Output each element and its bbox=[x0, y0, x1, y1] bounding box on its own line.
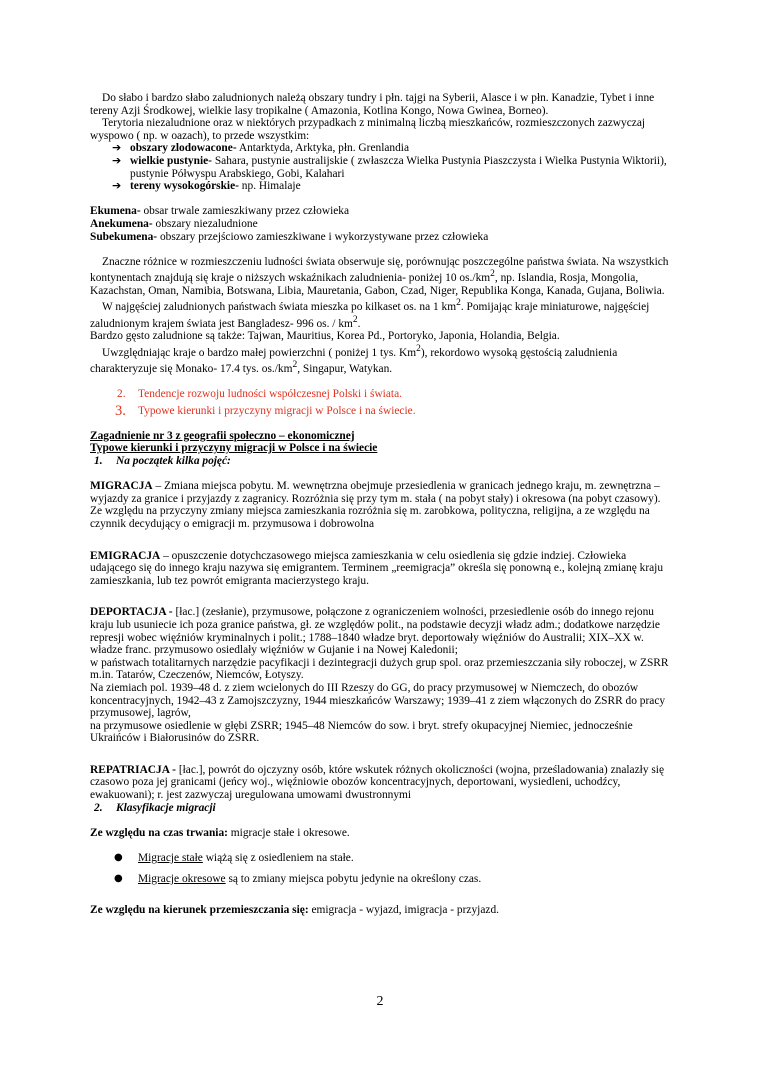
list-item: ● Migracje okresowe są to zmiany miejsca pobytu jedynie na określony czas. bbox=[114, 872, 482, 885]
list-item: 3. Typowe kierunki i przyczyny migracji w Polsce i na świecie. bbox=[115, 402, 416, 419]
density-paragraph-4: Uwzględniając kraje o bardzo małej powierzchni ( poniżej 1 tys. Km$^2$), rekordowo wysoką gęstością zaludnienia charakteryzuje się Monako- 17.4 tys. $os./km^2$, Singapur, Watykan. bbox=[90, 343, 618, 375]
intro-paragraph-2: Terytoria niezaludnione oraz w niektórych przypadkach z minimalną liczbą mieszkańców, rozmieszczonych zazwyczaj wyspowo ( np. w oazach), to przede wszystkim: bbox=[90, 117, 646, 142]
intro-paragraph-1: Do słabo i bardzo słabo zaludnionych należą obszary tundry i płn. tajgi na Syberii, Alasce i w płn. Kanadzie, Tybet i inne tereny Azji Środkowej, wielkie lasy tropikalne ( Amazonia, Kotlina Kongo, Nowa Gwinea, Borneo). bbox=[90, 92, 655, 117]
list-item: ➔ wielkie pustynie- Sahara, pustynie australijskie ( zwłaszcza Wielka Pustynia Piaszczysta i Wielka Pustynia Wiktorii), pustynie Półwyspu Arabskiego, Gobi, Kalahari bbox=[112, 153, 667, 180]
list-item: 2. Tendencje rozwoju ludności współczesnej Polski i świata. bbox=[117, 388, 402, 401]
deportacja-line-3: Na ziemiach pol. 1939–48 d. z ziem wcielonych do III Rzeszy do GG, do pracy przymusowej w Niemczech, do obozów koncentracyjnych, 1942–43 z Zamojszczyzny, 1944 mieszkańców Warszawy; 1939–41 z ziem włączonych do ZSRR do pracy przymusowej, lagrów, bbox=[90, 681, 666, 720]
deportacja-line-2: w państwach totalitarnych narzędzie pacyfikacji i dezintegracji dużych grup spol. oraz przemieszczania siły roboczej, w ZSRR m.in. Tatarów, Czeczenów, Niemców, Łotyszy. bbox=[90, 656, 669, 682]
list-item: ➔ tereny wysokogórskie- np. Himalaje bbox=[112, 179, 301, 193]
definition-deportacja: DEPORTACJA - [łac.] (zesłanie), przymusowe, połączone z ograniczeniem wolności, przesiedlenie osób do innego rejonu kraju lub usuniecie ich poza granice państwa, gł. ze względów polit., na podstawie decyzji władz adm.; dodatkowe narzędzie represji wobec więźniów kryminalnych i polit.; 1788–1840 władze bryt. deportowały więźniów do Australii; XIX–XX w. władze franc. przymusowo osiedlały więźniów w Gujanie i na Nowej Kaledonii; bbox=[90, 606, 660, 657]
classification-duration: Ze względu na czas trwania: migracje stałe i okresowe. bbox=[90, 826, 350, 839]
section-subtitle: Typowe kierunki i przyczyny migracji w Polsce i na świecie bbox=[90, 442, 378, 455]
uninhabited-areas-list bbox=[90, 142, 674, 192]
arrow-bullet-icon: ➔ bbox=[112, 153, 122, 167]
page-number: 2 bbox=[376, 994, 384, 1009]
definition-anekumena: Anekumena- obszary niezaludnione bbox=[90, 217, 258, 230]
classification-direction: Ze względu na kierunek przemieszczania się: emigracja - wyjazd, imigracja - przyjazd. bbox=[90, 904, 499, 917]
arrow-bullet-icon: ➔ bbox=[112, 141, 122, 155]
definition-subekumena: Subekumena- obszary przejściowo zamieszkiwane i wykorzystywane przez człowieka bbox=[90, 230, 489, 243]
list-item: ➔ obszary zlodowacone- Antarktyda, Arktyka, płn. Grenlandia bbox=[112, 141, 410, 155]
definition-emigracja: EMIGRACJA – opuszczenie dotychczasowego miejsca zamieszkania w celu osiedlenia się gdzie indziej. Człowieka udającego się do innego kraju nazywa się emigrantem. Terminem „reemigracja” określa się ponowną e., kolejną zmianę kraju zamieszkania, lub tez powrót emigranta macierzystego kraju. bbox=[90, 549, 664, 587]
section-title: Zagadnienie nr 3 z geografii społeczno – ekonomicznej bbox=[90, 429, 355, 442]
definition-repatriacja: REPATRIACJA - [łac.], powrót do ojczyzny osób, które wskutek różnych okoliczności (wojna, prześladowania) znalazły się czasowo poza jej granicami (jeńcy woj., więźniowie obozów koncentracyjnych, deportowani, wysiedleni, uchodźcy, ewakuowani); r. jest zazwyczaj uregulowana umowami dwustronnymi bbox=[90, 763, 665, 802]
definition-migracja: MIGRACJA – Zmiana miejsca pobytu. M. wewnętrzna obejmuje przesiedlenia w granicach jednego kraju, m. zewnętrzna – wyjazdy za granice i przyjazdy z zagranicy. Rozróżnia się przy tym m. stała ( na pobyt stały) i okresowa (na pobyt czasowy). Ze względu na przyczyny zmiany miejsca zamieszkania rozróżnia się m. zarobkowa, polityczna, religijna, a ze względu na czynnik decydujący o emigracji m. przymusowa i dobrowolna bbox=[90, 480, 661, 530]
bullet-icon: ● bbox=[114, 852, 123, 864]
arrow-bullet-icon: ➔ bbox=[112, 179, 122, 193]
topic-list bbox=[90, 388, 674, 417]
bullet-icon: ● bbox=[114, 872, 123, 884]
definition-ekumena: Ekumena- obsar trwale zamieszkiwany przez człowieka bbox=[90, 205, 350, 218]
migration-type-list bbox=[90, 852, 674, 885]
deportacja-line-4: na przymusowe osiedlenie w głębi ZSRR; 1945–48 Niemców do sow. i bryt. strefy okupacyjnej Niemiec, jednocześnie Ukraińców i Białorusinów do ZSRR. bbox=[90, 719, 633, 745]
list-item: ● Migracje stałe wiążą się z osiedleniem na stałe. bbox=[114, 852, 354, 865]
density-paragraph-1: Znaczne różnice w rozmieszczeniu ludności świata obserwuje się, porównując poszczególne państwa świata. Na wszystkich kontynentach znajdują się kraje o niższych wskaźnikach zaludnienia- poniżej 10 $os./km^2$, np. Islandia, Rosja, Mongolia, Kazachstan, Oman, Namibia, Botswana, Libia, Mauretania, Gabon, Czad, Niger, Republika Konga, Kanada, Gujana, Boliwia. bbox=[90, 255, 669, 297]
subsection-heading-1: 1. Na początek kilka pojęć: bbox=[94, 455, 231, 468]
density-paragraph-3: Bardzo gęsto zaludnione są także: Tajwan, Mauritius, Korea Pd., Portoryko, Japonia, Holandia, Belgia. bbox=[90, 330, 560, 343]
density-paragraph-2: W najgęściej zaludnionych państwach świata mieszka po kilkaset os. na 1 $km^2$. Pomijając kraje miniaturowe, najgęściej zaludnionym krajem świata jest Bangladesz- 996 os. / $km^2$. bbox=[90, 298, 650, 330]
subsection-heading-2: 2. Klasyfikacje migracji bbox=[94, 801, 216, 814]
document-page bbox=[90, 92, 674, 917]
